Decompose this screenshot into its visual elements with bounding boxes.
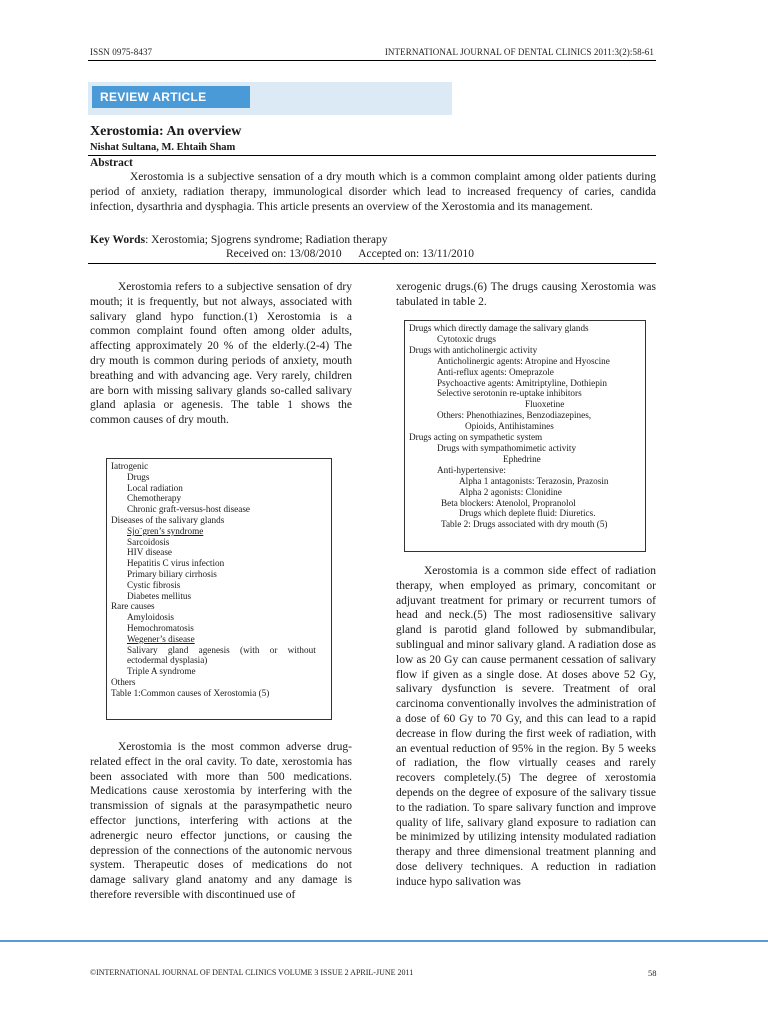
issn: ISSN 0975-8437	[90, 47, 153, 57]
table-row: ectodermal dysplasia)	[127, 655, 208, 666]
table-row: Sarcoidosis	[127, 536, 170, 547]
table-row: Primary biliary cirrhosis	[127, 568, 217, 579]
table-row: HIV disease	[127, 547, 172, 558]
table-row: Amyloidosis	[127, 612, 174, 623]
abstract-divider	[88, 155, 656, 156]
keywords-value: : Xerostomia; Sjogrens syndrome; Radiation therapy	[145, 234, 388, 246]
article-type-banner: REVIEW ARTICLE	[92, 86, 250, 108]
footer-divider	[0, 940, 768, 942]
table-row: Drugs	[127, 471, 150, 482]
table-row: Iatrogenic	[111, 461, 149, 471]
table-row: Hepatitis C virus infection	[127, 558, 225, 569]
table-row: Alpha 1 antagonists: Terazosin, Prazosin	[459, 475, 609, 486]
table-row: Chronic graft-versus-host disease	[127, 504, 250, 515]
table-1	[106, 458, 332, 720]
paragraph-xerogenic	[396, 280, 656, 310]
abstract-text	[90, 170, 656, 215]
journal-citation: INTERNATIONAL JOURNAL OF DENTAL CLINICS 2011:3(2):58-61	[384, 47, 654, 57]
paragraph-drugs-text: Xerostomia is the most common adverse drug-related effect in the oral cavity. To date, xerostomia has been associated with more than 500 medications. Medications cause xerostomia by interfering with the transmission of signals at the parasympathetic neuro effector junctions, interfering with actions at the adrenergic neuro effector junctions, or causing the depression of the connections of the autonomic nervous system. Therapeutic doses of medications do not damage salivary gland anatomy and any damage is therefore reversible with discontinued use of	[90, 741, 352, 901]
keywords	[90, 234, 387, 246]
table-caption: Table 2: Drugs associated with dry mouth (5)	[441, 519, 608, 530]
table-row: Triple A syndrome	[127, 666, 196, 677]
paragraph-intro	[90, 280, 352, 428]
table-row: Rare causes	[111, 601, 155, 612]
table-row: Psychoactive agents: Amitriptyline, Dothiepin	[437, 377, 607, 388]
table-row: Sjo¨gren’s syndrome	[127, 525, 204, 536]
page-number: 58	[648, 968, 657, 978]
table-row: Ephedrine	[503, 453, 541, 464]
table-row: Hemochromatosis	[127, 622, 194, 633]
article-authors: Nishat Sultana, M. Ehtaih Sham	[90, 142, 236, 153]
paragraph-xerogenic-text: xerogenic drugs.(6) The drugs causing Xerostomia was tabulated in table 2.	[396, 281, 656, 308]
table-row: Anti-reflux agents: Omeprazole	[437, 366, 554, 377]
paragraph-intro-text: Xerostomia refers to a subjective sensation of dry mouth; it is frequently, but not always, associated with salivary gland hypo function.(1) Xerostomia is a common complaint found often among older adults, affecting approximately 20 % of the elderly.(2-4) The dry mouth is common during periods of anxiety, mouth breathing and with advancing age. Very rarely, children are born with missing salivary glands so-called salivary gland aplasia or agenesis. The table 1 shows the common causes of dry mouth.	[90, 281, 352, 427]
paragraph-drugs	[90, 740, 352, 903]
paragraph-radiation	[396, 564, 656, 890]
table-row: Anticholinergic agents: Atropine and Hyoscine	[437, 355, 610, 366]
table-row: Chemotherapy	[127, 493, 182, 504]
table-row: Alpha 2 agonists: Clonidine	[459, 486, 562, 497]
table-row: Drugs with sympathomimetic activity	[437, 442, 577, 453]
table-row: Salivary gland agenesis (with or without	[127, 644, 316, 655]
table-row: Local radiation	[127, 482, 183, 493]
table-row: Cytotoxic drugs	[437, 333, 496, 344]
keywords-divider	[88, 263, 656, 264]
article-title: Xerostomia: An overview	[90, 124, 242, 139]
table-row: Others	[111, 676, 136, 687]
table-2	[404, 320, 646, 552]
table-row: Selective serotonin re-uptake inhibitors	[437, 388, 582, 399]
table-row: Wegener’s disease	[127, 633, 195, 644]
table-row: Drugs which directly damage the salivary glands	[409, 323, 589, 333]
abstract-body: Xerostomia is a subjective sensation of a dry mouth which is a common complaint among older patients during period of anxiety, radiation therapy, immunological disorder which lead to increased frequency of caries, candida infection, dysarthria and dysphagia. This article presents an overview of the Xerostomia and its management.	[90, 171, 656, 213]
table-row: Fluoxetine	[525, 399, 565, 410]
table-row: Drugs with anticholinergic activity	[409, 344, 538, 355]
table-row: Others: Phenothiazines, Benzodiazepines,	[437, 410, 592, 421]
abstract-heading: Abstract	[90, 157, 133, 169]
footer-copyright: ©INTERNATIONAL JOURNAL OF DENTAL CLINICS VOLUME 3 ISSUE 2 APRIL-JUNE 2011	[90, 968, 414, 977]
table-row: Cystic fibrosis	[127, 579, 181, 590]
header-divider	[88, 60, 656, 61]
received-dates: Received on: 13/08/2010 Accepted on: 13/11/2010	[226, 248, 475, 260]
table-caption: Table 1:Common causes of Xerostomia (5)	[111, 687, 270, 698]
table-row: Drugs acting on sympathetic system	[409, 432, 543, 443]
table-row: Anti-hypertensive:	[437, 464, 506, 475]
table-row: Diabetes mellitus	[127, 590, 192, 601]
table-row: Drugs which deplete fluid: Diuretics.	[459, 508, 596, 519]
table-row: Diseases of the salivary glands	[111, 514, 225, 525]
table-row: Opioids, Antihistamines	[465, 421, 554, 432]
paragraph-radiation-text: Xerostomia is a common side effect of radiation therapy, when employed as primary, concomitant or adjuvant treatment for primary or recurrent tumors of head and neck.(5) The most radiosensitive salivary gland is parotid gland followed by submandibular, sublingual and minor salivary gland. A radiation dose as low as 20 Gy can cause permanent cessation of salivary flow if given as a single dose. At doses above 52 Gy, salivary dysfunction is severe. Treatment of oral carcinoma conventionally involves the administration of a dose of 60 Gy to 70 Gy, and this can lead to a rapid decrease in flow during the first week of radiation, with an eventual reduction of 95% in the region. By 5 weeks of radiation, the flow virtually ceases and rarely recovers completely.(5) The degree of xerostomia depends on the degree of exposure of the salivary tissue to the radiation. To spare salivary function and improve quality of life, salivary gland exposure to radiation can be minimized by utilizing intensity modulated radiation therapy and three dimensional treatment planning and dose delivery techniques. A reduction in radiation induce hypo salivation was	[396, 565, 656, 888]
keywords-label: Key Words	[90, 234, 146, 246]
table-row: Beta blockers: Atenolol, Propranolol	[441, 497, 576, 508]
